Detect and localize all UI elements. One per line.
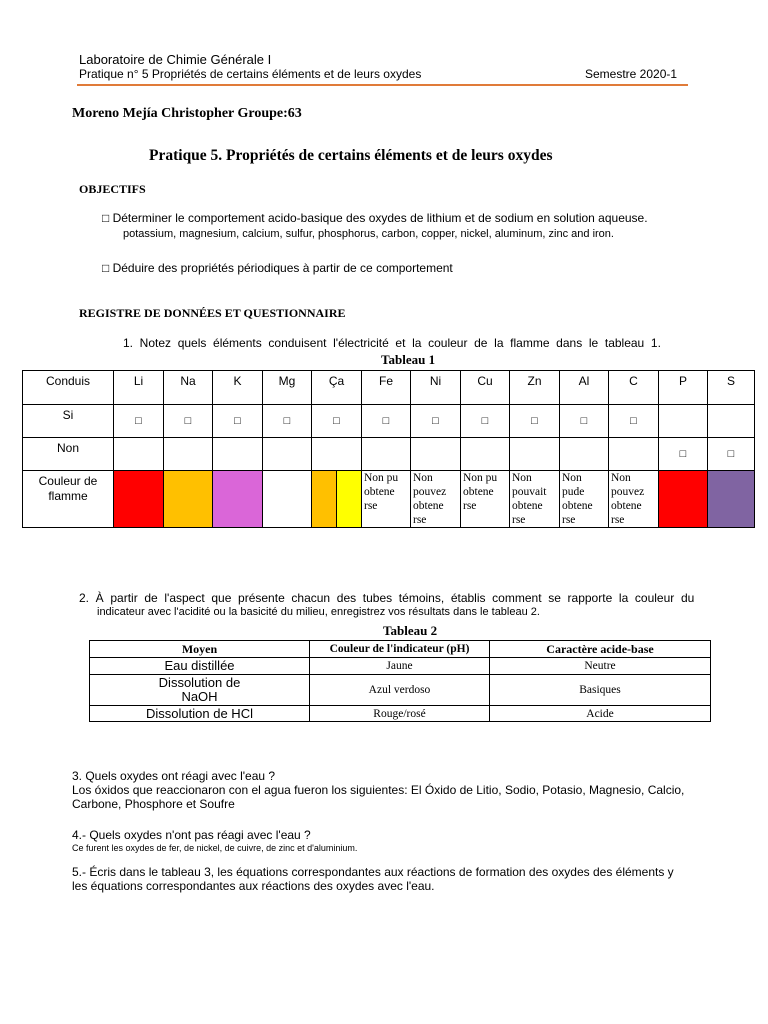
table2-header: Caractère acide-base bbox=[490, 641, 711, 658]
question-5-cont: les équations correspondantes aux réactions des oxydes avec l'eau. bbox=[72, 879, 435, 893]
flame-text-al: Non pude obtene rse bbox=[560, 471, 609, 528]
flame-swatch-li bbox=[114, 471, 164, 528]
non-cell-zn bbox=[510, 438, 560, 471]
question-2-cont: indicateur avec l'acidité ou la basicité du milieu, enregistrez vos résultats dans le tableau 2. bbox=[97, 606, 540, 618]
table2-header-row bbox=[90, 641, 711, 658]
header-rule bbox=[77, 84, 688, 86]
checkbox-icon: □ bbox=[727, 448, 735, 460]
table-cell: Jaune bbox=[310, 658, 490, 675]
lab-title: Laboratoire de Chimie Générale I bbox=[79, 52, 272, 67]
non-cell-s bbox=[708, 438, 755, 471]
non-cell-mg bbox=[263, 438, 312, 471]
table-cell: Rouge/rosé bbox=[310, 706, 490, 722]
question-3: 3. Quels oxydes ont réagi avec l'eau ? bbox=[72, 769, 276, 783]
answer-3: Los óxidos que reaccionaron con el agua fueron los siguientes: El Óxido de Litio, Sodio, Potasio, Magnesio, Calcio, bbox=[72, 783, 685, 797]
element-header: K bbox=[213, 371, 263, 405]
si-cell-ça bbox=[312, 405, 362, 438]
si-cell-c bbox=[609, 405, 659, 438]
flame-swatch-p bbox=[659, 471, 708, 528]
checkbox-icon: □ bbox=[184, 415, 192, 427]
non-cell-cu bbox=[461, 438, 510, 471]
table1-non-row bbox=[23, 438, 755, 471]
flame-text-zn: Non pouvait obtene rse bbox=[510, 471, 560, 528]
table-cell: Basiques bbox=[490, 675, 711, 706]
si-cell-k bbox=[213, 405, 263, 438]
checkbox-icon: □ bbox=[481, 415, 489, 427]
flame-swatch-s bbox=[708, 471, 755, 528]
table1-flame-row bbox=[23, 471, 755, 528]
checkbox-icon: □ bbox=[283, 415, 291, 427]
checkbox-icon: □ bbox=[432, 415, 439, 427]
flame-text-ni: Non pouvez obtene rse bbox=[411, 471, 461, 528]
non-cell-ni bbox=[411, 438, 461, 471]
element-header: Mg bbox=[263, 371, 312, 405]
si-cell-na bbox=[164, 405, 213, 438]
checkbox-icon: □ bbox=[630, 415, 637, 427]
table-cell: Acide bbox=[490, 706, 711, 722]
flame-swatch-k bbox=[213, 471, 263, 528]
document-title: Pratique 5. Propriétés de certains éléments et de leurs oxydes bbox=[149, 147, 553, 164]
checkbox-icon: □ bbox=[234, 415, 241, 427]
table-cell: Azul verdoso bbox=[310, 675, 490, 706]
non-cell-ça bbox=[312, 438, 362, 471]
table-cell: Dissolution de HCl bbox=[90, 706, 310, 722]
si-cell-ni bbox=[411, 405, 461, 438]
si-cell-s bbox=[708, 405, 755, 438]
table-cell: Dissolution de NaOH bbox=[90, 675, 310, 706]
si-cell-fe bbox=[362, 405, 411, 438]
flame-text-c: Non pouvez obtene rse bbox=[609, 471, 659, 528]
element-header: Cu bbox=[461, 371, 510, 405]
element-header: Ni bbox=[411, 371, 461, 405]
table2-header: Moyen bbox=[90, 641, 310, 658]
table-row bbox=[90, 675, 711, 706]
table1-si-row bbox=[23, 405, 755, 438]
question-2: 2. À partir de l'aspect que présente chacun des tubes témoins, établis comment se rapporte la couleur du bbox=[79, 591, 695, 605]
objective-1-cont: potassium, magnesium, calcium, sulfur, phosphorus, carbon, copper, nickel, aluminum, zinc and iron. bbox=[123, 228, 614, 240]
element-header: P bbox=[659, 371, 708, 405]
checkbox-icon: □ bbox=[382, 415, 390, 427]
flame-swatch-ca-right bbox=[336, 471, 361, 527]
answer-4: Ce furent les oxydes de fer, de nickel, de cuivre, de zinc et d'aluminium. bbox=[72, 843, 358, 853]
flame-swatch-ca bbox=[312, 471, 362, 528]
si-cell-li bbox=[114, 405, 164, 438]
practice-subtitle: Pratique n° 5 Propriétés de certains éléments et de leurs oxydes bbox=[79, 67, 422, 81]
table-cell: Eau distillée bbox=[90, 658, 310, 675]
checkbox-icon: □ bbox=[333, 415, 340, 427]
si-cell-mg bbox=[263, 405, 312, 438]
flame-swatch-na bbox=[164, 471, 213, 528]
table-2 bbox=[89, 640, 711, 722]
checkbox-icon: □ bbox=[580, 415, 588, 427]
table-row bbox=[90, 706, 711, 722]
non-label: Non bbox=[23, 438, 114, 471]
flame-text-cu: Non pu obtene rse bbox=[461, 471, 510, 528]
non-cell-al bbox=[560, 438, 609, 471]
si-cell-p bbox=[659, 405, 708, 438]
register-heading: REGISTRE DE DONNÉES ET QUESTIONNAIRE bbox=[79, 306, 346, 320]
element-header: Zn bbox=[510, 371, 560, 405]
question-4: 4.- Quels oxydes n'ont pas réagi avec l'eau ? bbox=[72, 828, 311, 842]
table2-header: Couleur de l'indicateur (pH) bbox=[310, 641, 490, 658]
student-name: Moreno Mejía Christopher Groupe:63 bbox=[72, 106, 302, 121]
si-cell-cu bbox=[461, 405, 510, 438]
objective-1: □ Déterminer le comportement acido-basique des oxydes de lithium et de sodium en solution aqueuse. bbox=[102, 211, 648, 225]
flame-label: Couleur de flamme bbox=[23, 471, 114, 528]
table-row bbox=[90, 658, 711, 675]
conduis-label: Conduis bbox=[23, 371, 114, 405]
checkbox-icon: □ bbox=[531, 415, 538, 427]
table1-header-row bbox=[23, 371, 755, 405]
element-header: Al bbox=[560, 371, 609, 405]
element-header: S bbox=[708, 371, 755, 405]
flame-swatch-ca-left bbox=[312, 471, 336, 527]
answer-3-cont: Carbone, Phosphore et Soufre bbox=[72, 797, 235, 811]
flame-swatch-mg bbox=[263, 471, 312, 528]
element-header: Li bbox=[114, 371, 164, 405]
table-cell: Neutre bbox=[490, 658, 711, 675]
non-cell-fe bbox=[362, 438, 411, 471]
si-label: Si bbox=[23, 405, 114, 438]
non-cell-k bbox=[213, 438, 263, 471]
semester-label: Semestre 2020-1 bbox=[585, 67, 678, 81]
non-cell-li bbox=[114, 438, 164, 471]
element-header: Ça bbox=[312, 371, 362, 405]
element-header: C bbox=[609, 371, 659, 405]
table-1 bbox=[22, 370, 755, 528]
element-header: Na bbox=[164, 371, 213, 405]
si-cell-al bbox=[560, 405, 609, 438]
checkbox-icon: □ bbox=[679, 448, 687, 460]
flame-text-fe: Non pu obtene rse bbox=[362, 471, 411, 528]
table1-caption: Tableau 1 bbox=[381, 352, 436, 367]
question-1: 1. Notez quels éléments conduisent l'électricité et la couleur de la flamme dans le tableau 1. bbox=[123, 336, 661, 350]
checkbox-icon: □ bbox=[135, 415, 142, 427]
non-cell-p bbox=[659, 438, 708, 471]
si-cell-zn bbox=[510, 405, 560, 438]
non-cell-na bbox=[164, 438, 213, 471]
table2-caption: Tableau 2 bbox=[383, 623, 438, 638]
objectives-heading: OBJECTIFS bbox=[79, 182, 146, 196]
question-5: 5.- Écris dans le tableau 3, les équations correspondantes aux réactions de formation des oxydes des éléments y bbox=[72, 865, 674, 879]
objective-2: □ Déduire des propriétés périodiques à partir de ce comportement bbox=[102, 261, 453, 275]
element-header: Fe bbox=[362, 371, 411, 405]
non-cell-c bbox=[609, 438, 659, 471]
